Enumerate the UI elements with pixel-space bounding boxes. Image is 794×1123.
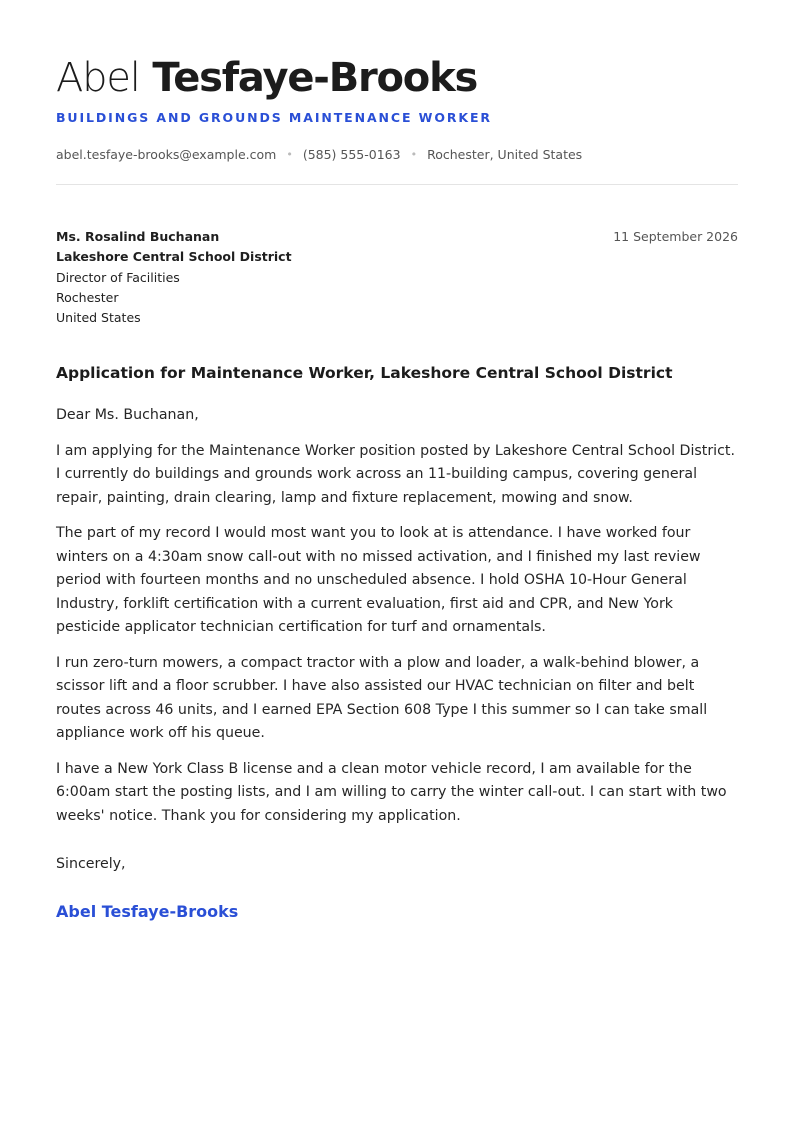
recipient-name: Ms. Rosalind Buchanan (56, 229, 220, 244)
recipient-city: Rochester (56, 289, 119, 305)
body-paragraph: The part of my record I would most want you to look at is attendance. I have worked four winters on a 4:30am snow call-out with no missed activation, and I finished my last review period with fourteen months and no unscheduled absence. I hold OSHA 10-Hour General Industry, forklift certification with a current evaluation, first aid and CPR, and New York pesticide applicator technician certification for turf and ornamentals. (56, 525, 701, 636)
job-title: BUILDINGS AND GROUNDS MAINTENANCE WORKER (56, 110, 492, 125)
first-name: Abel (56, 55, 140, 101)
recipient-organization: Lakeshore Central School District (56, 249, 292, 265)
recipient-country: United States (56, 310, 141, 326)
location-text: Rochester, United States (427, 147, 583, 162)
letter-subject: Application for Maintenance Worker, Lakeshore Central School District (56, 364, 673, 383)
email-text: abel.tesfaye-brooks@example.com (56, 147, 277, 162)
letter-date: 11 September 2026 (613, 229, 738, 244)
body-paragraph: I run zero-turn mowers, a compact tractor with a plow and loader, a walk-behind blower, a scissor lift and a floor scrubber. I have also assisted our HVAC technician on filter and belt routes across 46 units, and I earned EPA Section 608 Type I this summer so I can take small appliance work off his queue. (56, 654, 708, 742)
separator-dot: • (286, 148, 293, 161)
recipient-title: Director of Facilities (56, 269, 180, 285)
signature-name: Abel Tesfaye-Brooks (56, 902, 239, 922)
body-paragraph: I am applying for the Maintenance Worker position posted by Lakeshore Central School District. I currently do buildings and grounds work across an 11-building campus, covering general repair, painting, drain clearing, lamp and fixture replacement, mowing and snow. (56, 442, 735, 506)
body-paragraph: I have a New York Class B license and a clean motor vehicle record, I am available for the 6:00am start the posting lists, and I am willing to carry the winter call-out. I can start with two weeks' notice. Thank you for considering my application. (56, 760, 727, 824)
phone-text: (585) 555-0163 (302, 147, 401, 162)
applicant-name (56, 52, 738, 104)
contact-line (56, 147, 738, 162)
closing: Sincerely, (56, 856, 126, 873)
salutation: Dear Ms. Buchanan, (56, 407, 199, 424)
last-name: Tesfaye-Brooks (152, 55, 478, 101)
address-row (56, 227, 738, 328)
letter-body (56, 404, 738, 828)
recipient-block (56, 227, 292, 328)
separator-dot: • (410, 148, 418, 161)
header-divider (56, 184, 738, 185)
